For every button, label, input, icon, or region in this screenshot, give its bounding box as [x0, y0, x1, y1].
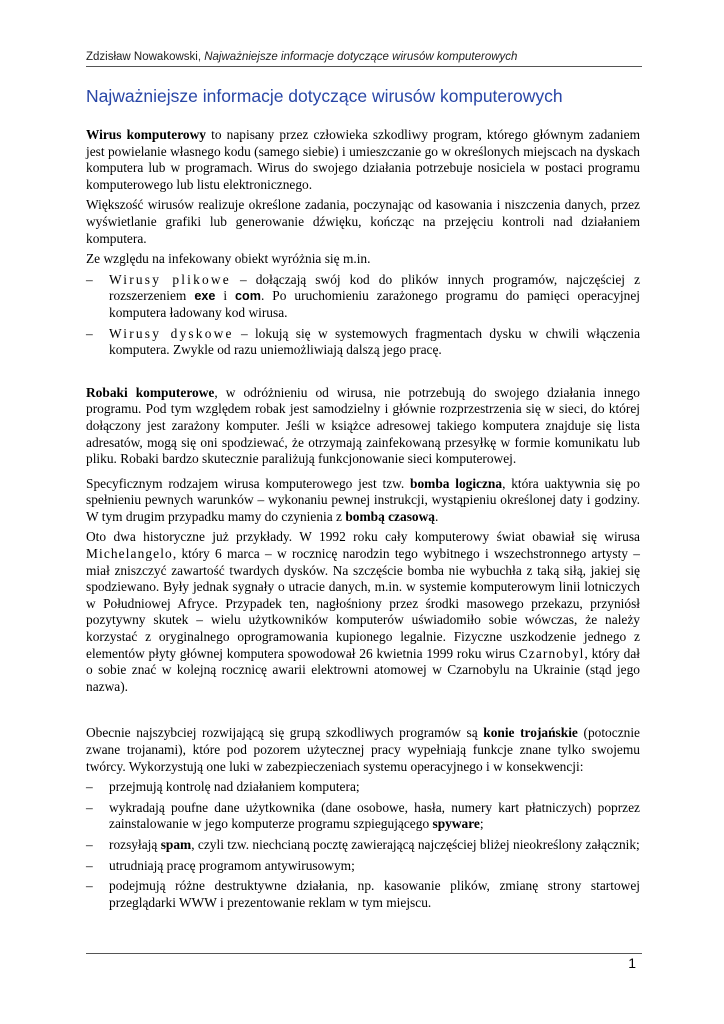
- paragraph-historical-examples: Oto dwa historyczne już przykłady. W 1992 roku cały komputerowy świat obawiał się wirusa Michelangelo, który 6 marca – w rocznicę narodzin tego wybitnego i wszechstronnego artysty – miał zniszczyć zawartość twardych dysków. Na szczęście bomba nie wybuchła z taką siłą, jakiej się spodziewano. Były jednak sygnały o utracie danych, m.in. w systemie komputerowym linii lotniczych w Południowej Afryce. Przypadek ten, nagłośniony przez środki masowego przekazu, przyniósł pozytywny skutek – wielu użytkowników komputerów uświadomiło sobie wówczas, że należy korzystać z oryginalnego oprogramowania kupionego legalnie. Fizyczne uszkodzenie jednego z elementów płyty głównej komputera spowodował 26 kwietnia 1999 roku wirus Czarnobyl, który dał o sobie znać w kolejną rocznicę awarii elektrowni atomowej w Czarnobylu na Ukrainie (stąd jego nazwa).: [86, 529, 640, 694]
- paragraph-trojans: Obecnie najszybciej rozwijającą się grupą szkodliwych programów są konie trojańskie (potocznie zwane trojanami), które pod pozorem użytecznej pracy wypełniają funkcje znane tylko swojemu twórcy. Wykorzystują one luki w zabezpieczeniach systemu operacyjnego i w konsekwencji:: [86, 725, 640, 774]
- header-title: Najważniejsze informacje dotyczące wirusów komputerowych: [204, 51, 518, 63]
- list-item-destructive-actions: – podejmują różne destruktywne działania, np. kasowanie plików, zmianę strony startowej przeglądarki WWW i prezentowanie reklam w tym miejscu.: [86, 878, 640, 911]
- virus-czarnobyl: Czarnobyl: [518, 645, 585, 661]
- paragraph-virus-types-intro: Ze względu na infekowany obiekt wyróżnia się m.in.: [86, 251, 371, 267]
- list-item-steal-data: – wykradają poufne dane użytkownika (dane osobowe, hasła, numery kart płatniczych) poprzez zainstalowanie w jego komputerze programu szpiegującego spyware;: [86, 800, 640, 833]
- running-header: [86, 51, 517, 63]
- term-spyware: spyware: [432, 816, 480, 832]
- trojan-actions-list: [86, 779, 640, 911]
- virus-michelangelo: Michelangelo: [86, 546, 173, 562]
- list-item-take-control: – przejmują kontrolę nad działaniem komputera;: [86, 779, 640, 796]
- paragraph-virus-definition: Wirus komputerowy to napisany przez człowieka szkodliwy program, którego głównym zadaniem jest powielanie własnego kodu (samego siebie) i umieszczanie go w określonych miejscach na dyskach komputera lub w programach. Wirus do swojego działania potrzebuje nosiciela w postaci programu komputerowego lub listu elektronicznego.: [86, 127, 640, 192]
- list-item-send-spam: – rozsyłają spam, czyli tzw. niechcianą pocztę zawierającą najczęściej bliżej nieokreślony załącznik;: [86, 837, 640, 854]
- footer-divider: [86, 953, 642, 954]
- list-item-file-viruses: – Wirusy plikowe – dołączają swój kod do plików innych programów, najczęściej z rozszerzeniem exe i com. Po uruchomieniu zarażonego programu do pamięci operacyjnej komputera ładowany kod wirusa.: [86, 272, 640, 322]
- paragraph-worms: Robaki komputerowe, w odróżnieniu od wirusa, nie potrzebują do swojego działania innego programu. Pod tym względem robak jest samodzielny i głównie rozprzestrzenia się w sieci, do której dołączony jest zarażony komputer. Jeśli w książce adresowej takiego komputera znajduje się lista adresatów, mogą się oni spodziewać, że otrzymają zainfekowaną przesyłkę w formie komunikatu lub pliku. Robaki bardzo skutecznie paraliżują funkcjonowanie sieci komputerowej.: [86, 384, 640, 467]
- term-time-bomb: bombą czasową: [345, 508, 435, 524]
- paragraph-virus-tasks: Większość wirusów realizuje określone zadania, poczynając od kasowania i niszczenia danych, przez wyświetlanie grafiki lub generowanie dźwięku, kończąc na przejęciu kontroli nad działaniem komputera.: [86, 197, 640, 246]
- list-item-hinder-antivirus: – utrudniają pracę programom antywirusowym;: [86, 858, 640, 875]
- term-disk-viruses: Wirusy dyskowe: [109, 325, 234, 341]
- document-body: [86, 127, 640, 915]
- term-trojans: konie trojańskie: [483, 725, 578, 741]
- paragraph-logic-bomb: Specyficznym rodzajem wirusa komputerowego jest tzw. bomba logiczna, która uaktywnia się po spełnieniu pewnych warunków – wykonaniu pewnej instrukcji, wystąpieniu określonej daty i godziny. W tym drugim przypadku mamy do czynienia z bombą czasową.: [86, 475, 640, 524]
- list-item-disk-viruses: – Wirusy dyskowe – lokują się w systemowych fragmentach dysku w chwili włączenia komputera. Zwykle od razu uniemożliwiają dalszą jego pracę.: [86, 326, 640, 359]
- term-virus: Wirus komputerowy: [86, 127, 206, 142]
- ext-exe: exe: [194, 289, 216, 304]
- term-file-viruses: Wirusy plikowe: [109, 271, 231, 287]
- term-logic-bomb: bomba logiczna: [410, 475, 503, 491]
- term-worms: Robaki komputerowe: [86, 384, 215, 400]
- ext-com: com: [235, 289, 261, 304]
- document-title: Najważniejsze informacje dotyczące wirusów komputerowych: [86, 86, 563, 106]
- header-divider: [86, 66, 642, 67]
- term-spam: spam: [160, 836, 192, 852]
- virus-types-list: [86, 272, 640, 359]
- page-number: 1: [628, 955, 636, 971]
- header-author: Zdzisław Nowakowski,: [86, 51, 202, 63]
